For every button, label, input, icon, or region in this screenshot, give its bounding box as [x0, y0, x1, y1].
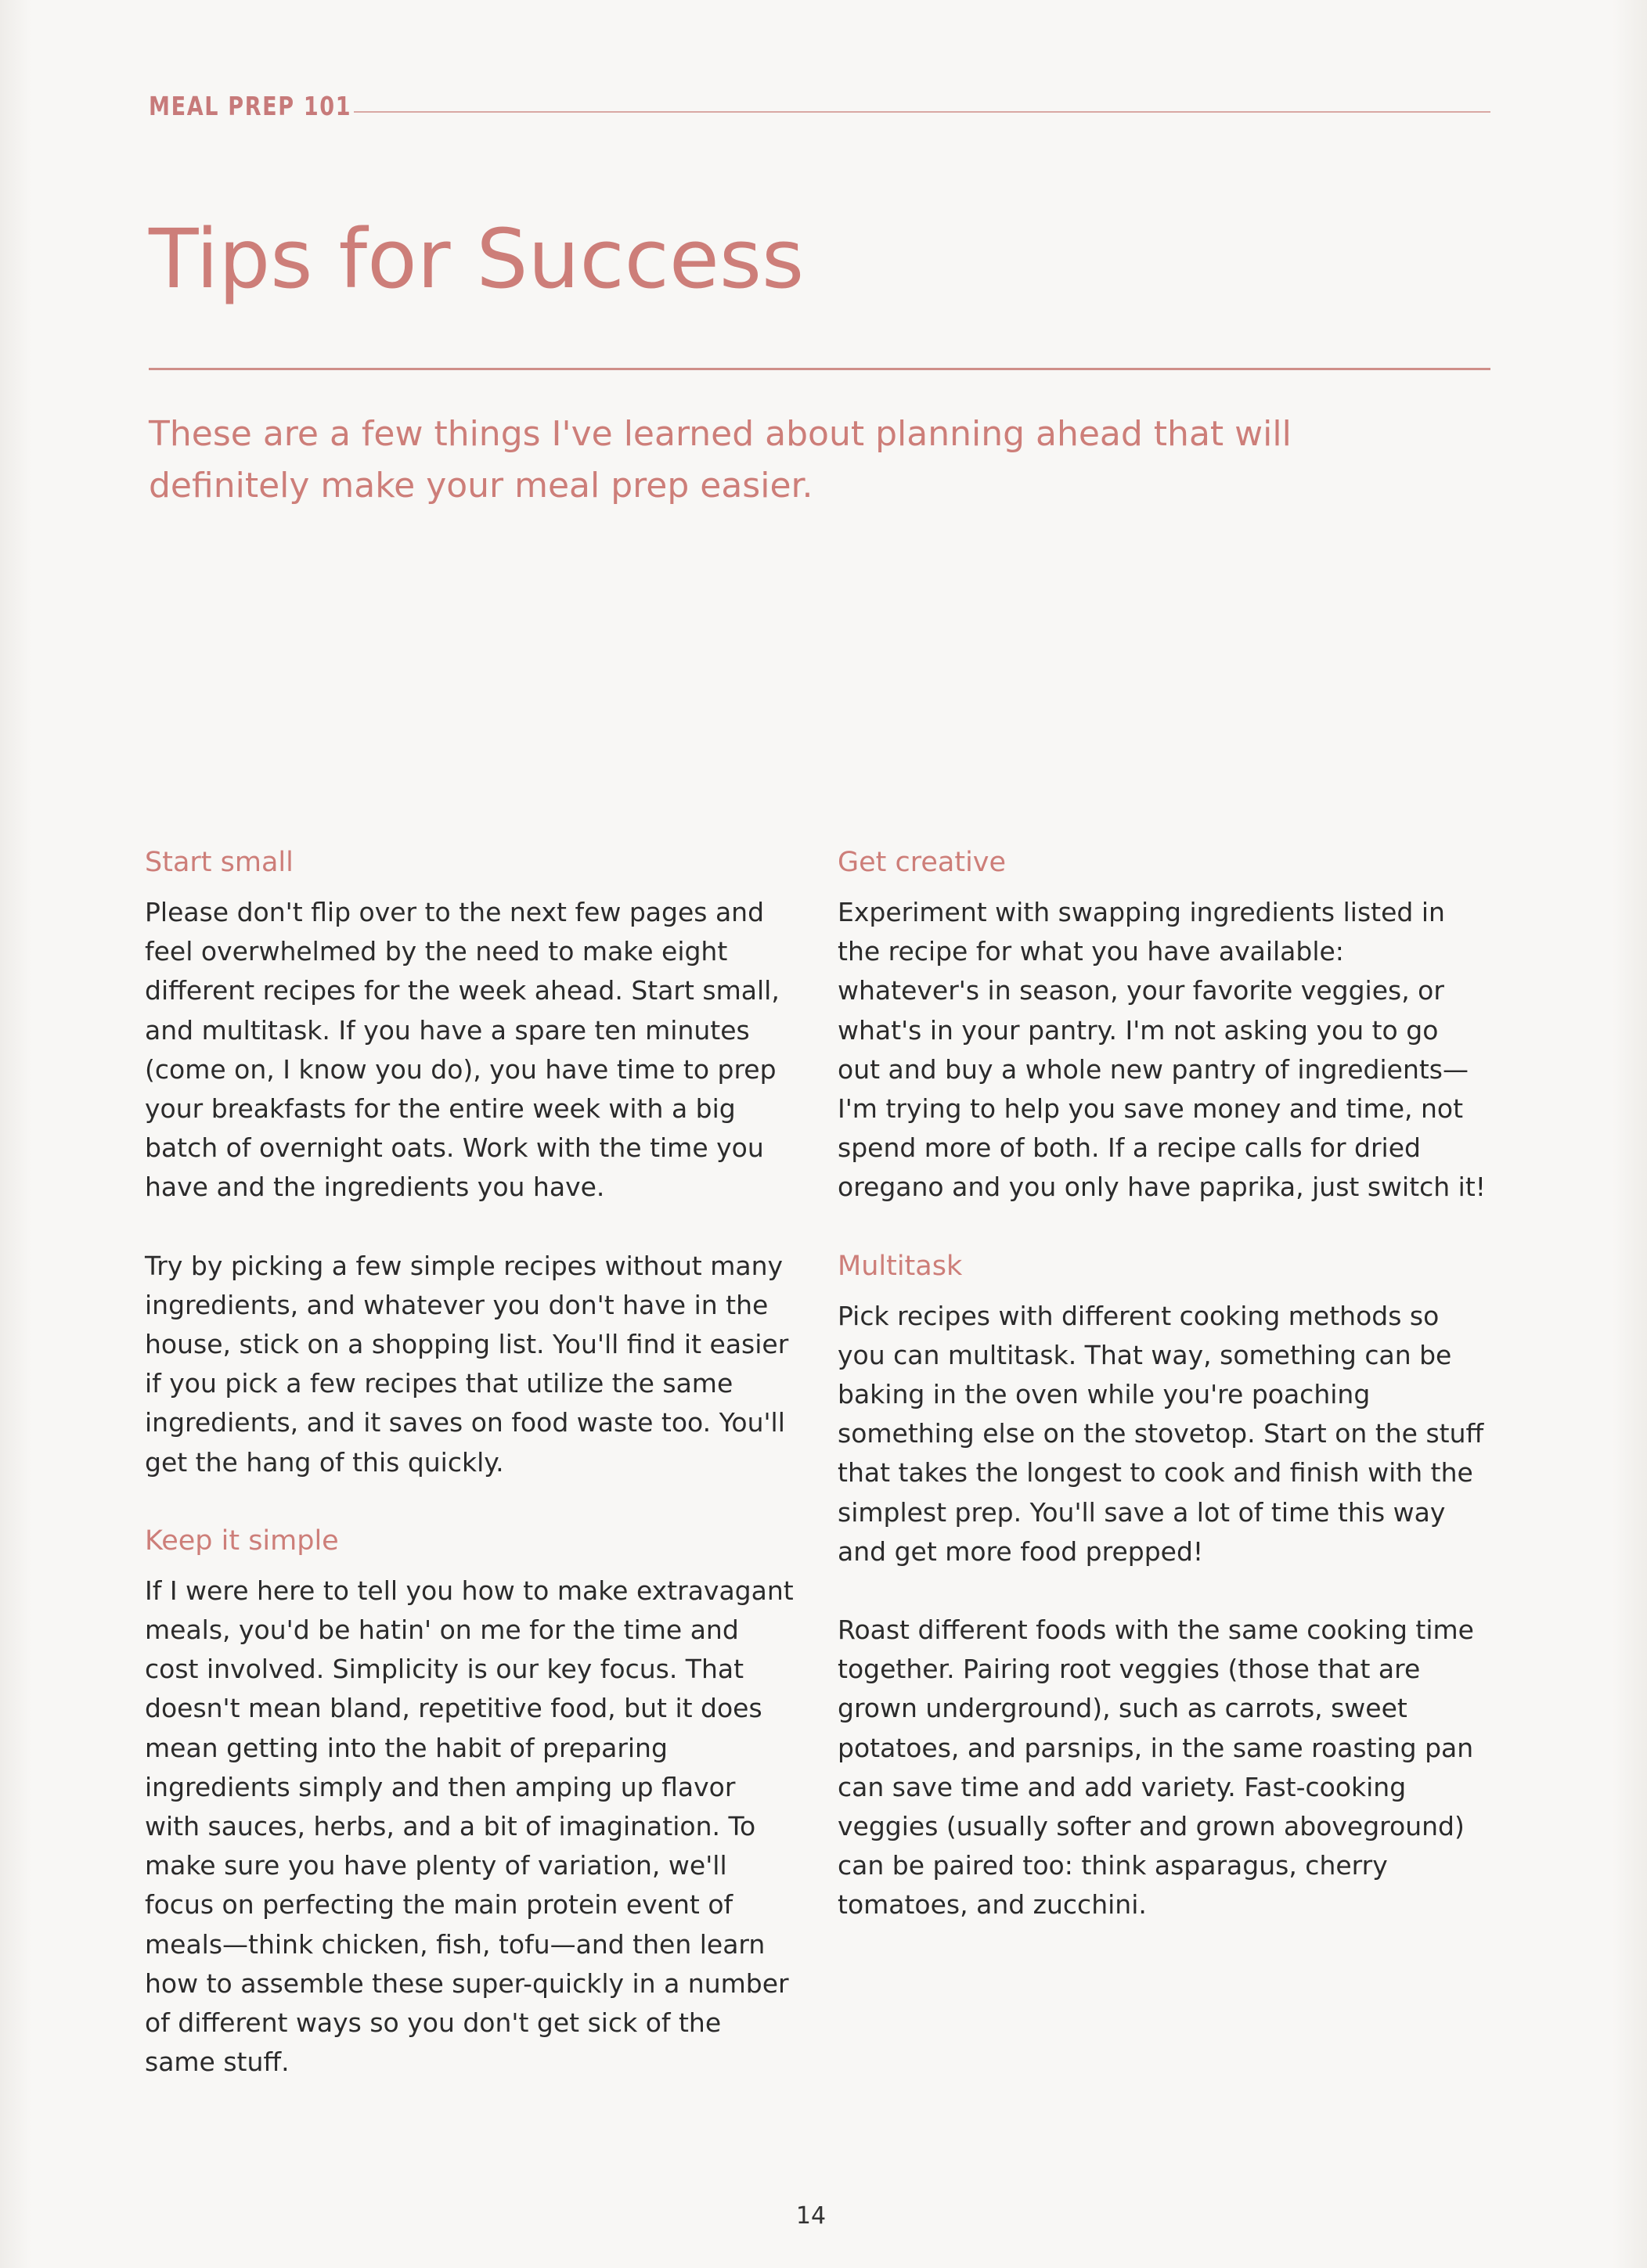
paragraph-start-small-2: Try by picking a few simple recipes without many ingredients, and whatever you don't have in the house, stick on a shopping list. You'll find it easier if you pick a few recipes that utilize the same ingredients, and it saves on food waste too. You'll get the hang of this quickly.	[145, 1250, 789, 1478]
paragraph-start-small-1: Please don't flip over to the next few pages and feel overwhelmed by the need to make eight different recipes for the week ahead. Start small, and multitask. If you have a spare ten minutes (come on, I know you do), you have time to prep your breakfasts for the entire week with a big batch of overnight oats. Work with the time you have and the ingredients you have.	[145, 897, 780, 1203]
right-column	[838, 841, 1487, 1925]
paragraph-multitask-2: Roast different foods with the same cooking time together. Pairing root veggies (those that are grown underground), such as carrots, sweet potatoes, and parsnips, in the same roasting pan can save time and add variety. Fast-cooking veggies (usually softer and grown aboveground) can be paired too: think asparagus, cherry tomatoes, and zucchini.	[838, 1615, 1474, 1921]
paragraph-multitask-1: Pick recipes with different cooking methods so you can multitask. That way, something can be baking in the oven while you're poaching something else on the stovetop. Start on the stuff that takes the longest to cook and finish with the simplest prep. You'll save a lot of time this way and get more food prepped!	[838, 1300, 1484, 1567]
page-title: Tips for Success	[149, 211, 805, 307]
page-number: 14	[795, 2202, 827, 2230]
section-label-rule	[354, 111, 1490, 113]
paragraph-get-creative: Experiment with swapping ingredients listed in the recipe for what you have available: whatever's in season, your favorite veggies, or what's in your pantry. I'm not asking you to go out and buy a whole new pantry of ingredients—I'm trying to help you save money and time, not spend more of both. If a recipe calls for dried oregano and you only have paprika, just switch it!	[838, 897, 1487, 1203]
paragraph-keep-it-simple: If I were here to tell you how to make extravagant meals, you'd be hatin' on me for the time and cost involved. Simplicity is our key focus. That doesn't mean bland, repetitive food, but it does mean getting into the habit of preparing ingredients simply and then amping up flavor with sauces, herbs, and a bit of imagination. To make sure you have plenty of variation, we'll focus on perfecting the main protein event of meals—think chicken, fish, tofu—and then learn how to assemble these super-quickly in a number of different ways so you don't get sick of the same stuff.	[145, 1575, 794, 2078]
intro-paragraph: These are a few things I've learned about planning ahead that will definitely make your meal prep easier.	[149, 414, 1292, 506]
left-column	[145, 841, 795, 2082]
heading-multitask: Multitask	[838, 1250, 963, 1282]
heading-keep-it-simple: Keep it simple	[145, 1525, 339, 1557]
title-divider	[149, 368, 1490, 370]
section-label: MEAL PREP 101	[149, 91, 352, 121]
heading-get-creative: Get creative	[838, 847, 1007, 878]
heading-start-small: Start small	[145, 847, 294, 878]
